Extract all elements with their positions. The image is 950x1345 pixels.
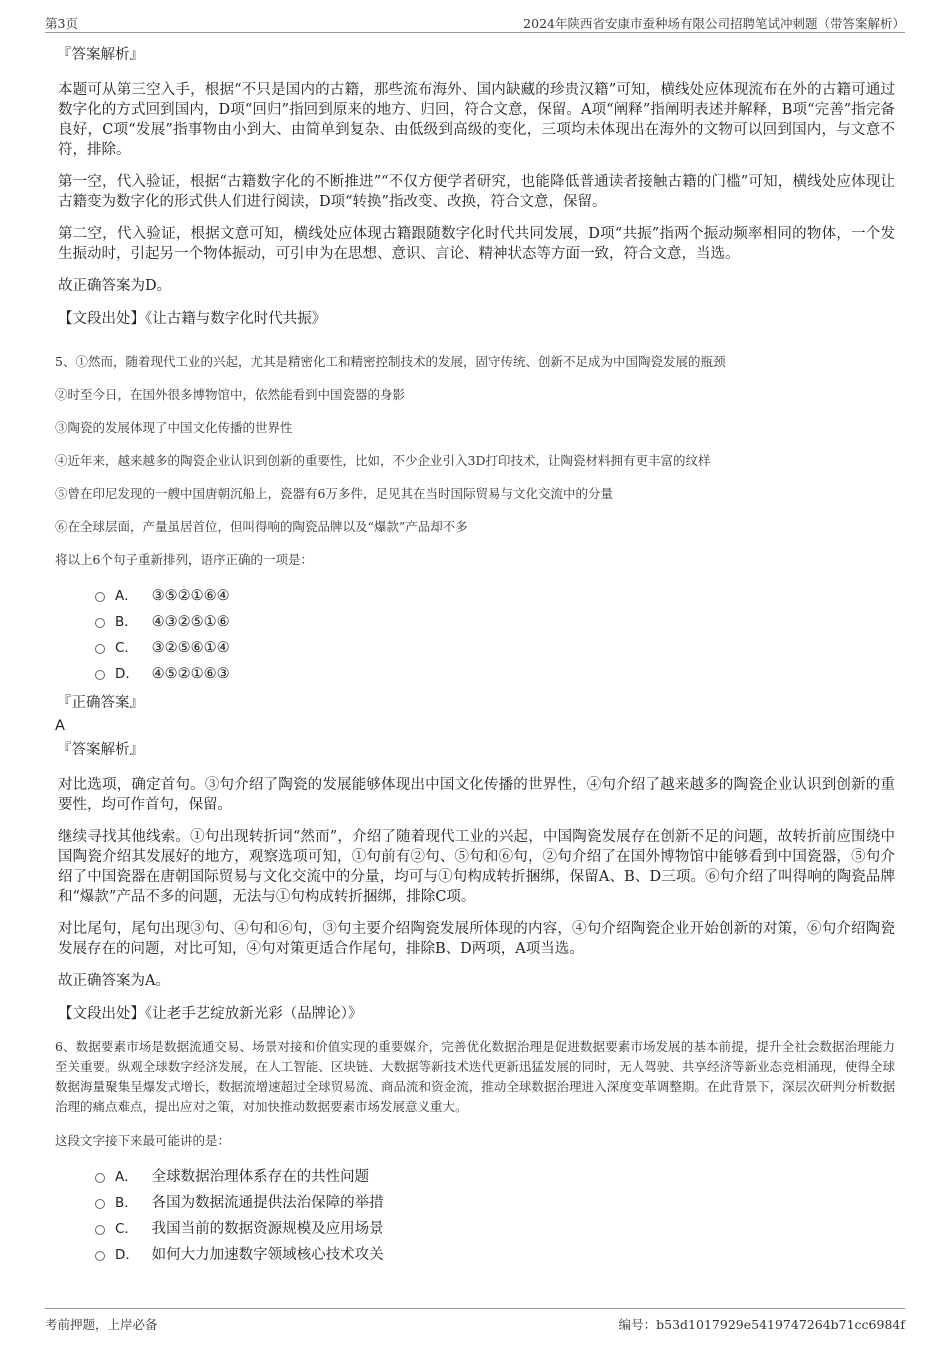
q5-analysis-para: 对比选项，确定首句。③句介绍了陶瓷的发展能够体现出中国文化传播的世界性，④句介绍了越来越多的陶瓷企业认识到创新的重要性，均可作首句，保留。 (58, 777, 895, 813)
radio-icon[interactable] (95, 618, 105, 628)
page-content (55, 44, 895, 1274)
radio-icon[interactable] (95, 592, 105, 602)
option-text: 我国当前的数据资源规模及应用场景 (151, 1221, 384, 1237)
q5-correct-tag: 『正确答案』 (57, 695, 144, 711)
page-number: 第3页 (45, 16, 78, 31)
option-letter: C． (115, 1221, 138, 1237)
q5-option-b[interactable] (95, 609, 895, 635)
q6-prompt: 这段文字接下来最可能讲的是： (55, 1133, 231, 1148)
option-letter: A． (115, 588, 138, 604)
q5-sentence: 5、①然而，随着现代工业的兴起，尤其是精密化工和精密控制技术的发展，固守传统、创新不足成为中国陶瓷发展的瓶颈 (55, 354, 726, 369)
option-letter: D． (115, 666, 139, 682)
option-text: ③⑤②①⑥④ (151, 588, 230, 604)
q5-analysis-para: 对比尾句，尾句出现③句、④句和⑥句，③句主要介绍陶瓷发展所体现的内容，④句介绍陶瓷企业开始创新的对策，⑥句介绍陶瓷发展存在的问题，对比可知，④句对策更适合作尾句，排除B、D两项，A项当选。 (58, 921, 895, 957)
radio-icon[interactable] (95, 670, 105, 680)
q4-conclusion: 故正确答案为D。 (58, 278, 172, 294)
q6-stem: 6、数据要素市场是数据流通交易、场景对接和价值实现的重要媒介，完善优化数据治理是促进数据要素市场发展的基本前提，提升全社会数据治理能力至关重要。纵观全球数字经济发展，在人工智能、区块链、大数据等新技术迭代更新迅猛发展的同时，无人驾驶、共享经济等新业态竞相涌现，使得全球数据海量聚集呈爆发式增长，数据流增速超过全球贸易流、商品流和资金流，推动全球数据治理进入深度变革调整期。在此背景下，深层次研判分析数据治理的痛点难点，提出应对之策，对加快推动数据要素市场发展意义重大。 (55, 1039, 895, 1114)
option-letter: B． (115, 1195, 138, 1211)
option-letter: A． (115, 1169, 138, 1185)
q5-sentence: ②时至今日，在国外很多博物馆中，依然能看到中国瓷器的身影 (55, 387, 406, 402)
option-letter: D． (115, 1247, 139, 1263)
q5-sentence: ⑤曾在印尼发现的一艘中国唐朝沉船上，瓷器有6万多件，足见其在当时国际贸易与文化交流中的分量 (55, 486, 613, 501)
q5-option-a[interactable] (95, 583, 895, 609)
option-text: ④③②⑤①⑥ (151, 614, 230, 630)
footer-slogan: 考前押题，上岸必备 (45, 1317, 158, 1332)
q5-option-d[interactable] (95, 661, 895, 687)
option-letter: C． (115, 640, 138, 656)
q4-source: 【文段出处】《让古籍与数字化时代共振》 (58, 311, 327, 327)
radio-icon[interactable] (95, 1173, 105, 1183)
q5-sentence: ④近年来，越来越多的陶瓷企业认识到创新的重要性，比如，不少企业引入3D打印技术，让陶瓷材料拥有更丰富的纹样 (55, 453, 711, 468)
q5-conclusion: 故正确答案为A。 (58, 973, 170, 989)
document-title: 2024年陕西省安康市蚕种场有限公司招聘笔试冲刺题（带答案解析） (523, 16, 905, 31)
q5-sentence: ⑥在全球层面，产量虽居首位，但叫得响的陶瓷品牌以及“爆款”产品却不多 (55, 519, 468, 534)
q5-sentence: ③陶瓷的发展体现了中国文化传播的世界性 (55, 420, 293, 435)
radio-icon[interactable] (95, 1199, 105, 1209)
q6-option-c[interactable] (95, 1216, 895, 1242)
option-text: 如何大力加速数字领域核心技术攻关 (151, 1247, 384, 1263)
q5-correct-answer: A (55, 718, 65, 734)
q4-analysis-para: 第一空，代入验证，根据“古籍数字化的不断推进”“不仅方便学者研究，也能降低普通读者接触古籍的门槛”可知，横线处应体现让古籍变为数字化的形式供人们进行阅读，D项“转换”指改变、改换，符合文意，保留。 (58, 174, 895, 210)
option-text: 各国为数据流通提供法治保障的举措 (151, 1195, 384, 1211)
q5-options (95, 583, 895, 687)
option-letter: B． (115, 614, 138, 630)
q6-option-b[interactable] (95, 1190, 895, 1216)
page-footer (45, 1308, 905, 1331)
q5-option-c[interactable] (95, 635, 895, 661)
q6-options (95, 1164, 895, 1268)
option-text: ③②⑤⑥①④ (151, 640, 230, 656)
q4-analysis-para: 本题可从第三空入手，根据“不只是国内的古籍，那些流布海外、国内缺藏的珍贵汉籍”可知，横线处应体现流布在外的古籍可通过数字化的方式回到国内，D项“回归”指回到原来的地方、归回，符合文意，保留。A项“阐释”指阐明表述并解释，B项“完善”指完备良好，C项“发展”指事物由小到大、由简单到复杂、由低级到高级的变化，三项均未体现出在海外的文物可以回到国内，与文意不符，排除。 (58, 82, 895, 158)
q6-option-a[interactable] (95, 1164, 895, 1190)
q4-analysis-tag: 『答案解析』 (57, 47, 144, 63)
radio-icon[interactable] (95, 644, 105, 654)
q6-option-d[interactable] (95, 1242, 895, 1268)
option-text: 全球数据治理体系存在的共性问题 (151, 1169, 370, 1185)
q5-prompt: 将以上6个句子重新排列，语序正确的一项是： (55, 552, 313, 567)
page-header (45, 12, 905, 33)
radio-icon[interactable] (95, 1251, 105, 1261)
q5-analysis-tag: 『答案解析』 (57, 742, 144, 758)
option-text: ④⑤②①⑥③ (151, 666, 230, 682)
q5-analysis-para: 继续寻找其他线索。①句出现转折词“然而”，介绍了随着现代工业的兴起，中国陶瓷发展存在创新不足的问题，故转折前应围绕中国陶瓷介绍其发展好的地方，观察选项可知，①句前有②句、⑤句和⑥句，②句介绍了在国外博物馆中能够看到中国瓷器，⑤句介绍了中国瓷器在唐朝国际贸易与文化交流中的分量，均可与①句构成转折捆绑，保留A、B、D三项。⑥句介绍了叫得响的陶瓷品牌和“爆款”产品不多的问题，无法与①句构成转折捆绑，排除C项。 (58, 829, 895, 905)
document-id: 编号：b53d1017929e5419747264b71cc6984f (618, 1317, 905, 1332)
radio-icon[interactable] (95, 1225, 105, 1235)
q4-analysis-para: 第二空，代入验证，根据文意可知，横线处应体现古籍跟随数字化时代共同发展，D项“共振”指两个振动频率相同的物体，一个发生振动时，引起另一个物体振动，可引申为在思想、意识、言论、精神状态等方面一致，符合文意，当选。 (58, 226, 895, 262)
q5-source: 【文段出处】《让老手艺绽放新光彩（品牌论）》 (58, 1006, 363, 1022)
